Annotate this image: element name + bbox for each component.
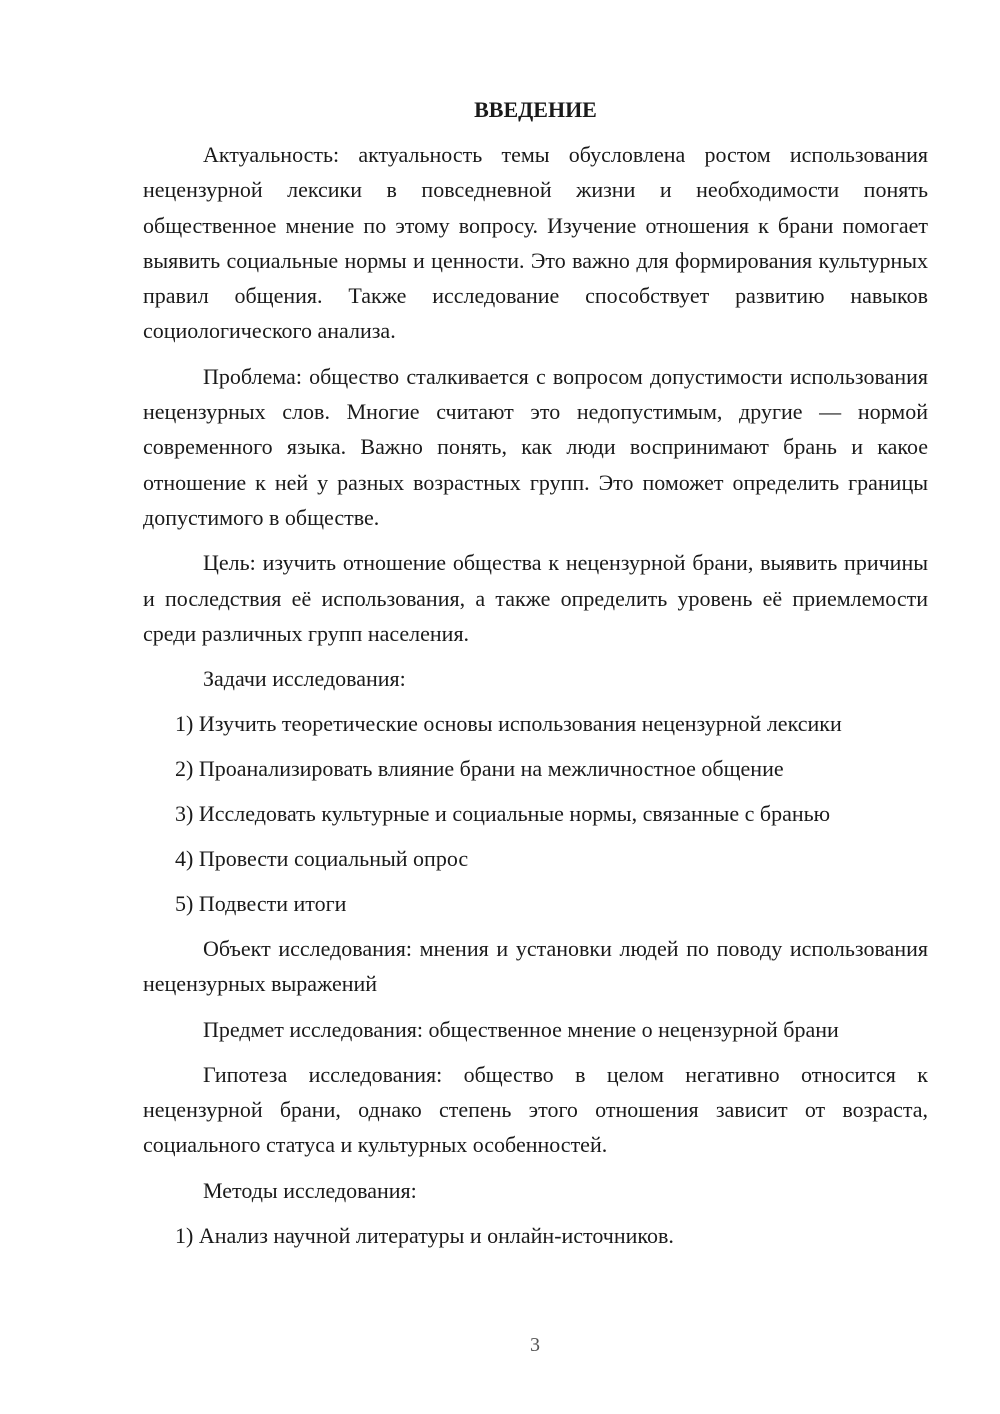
tasks-list [143,706,928,921]
tasks-heading: Задачи исследования: [203,666,406,692]
methods-heading: Методы исследования: [203,1177,417,1203]
relevance-paragraph: Актуальность: актуальность темы обусловлена ростом использования нецензурной лексики в повседневной жизни и необходимости понять общественное мнение по этому вопросу. Изучение отношения к брани помогает выявить социальные нормы и ценности. Это важно для формирования культурных правил общения. Также исследование способствует развитию навыков социологического анализа. [143,142,928,344]
goal-paragraph: Цель: изучить отношение общества к нецензурной брани, выявить причины и последствия её использования, а также определить уровень её приемлемости среди различных групп населения. [143,550,928,646]
subject-paragraph: Предмет исследования: общественное мнение о нецензурной брани [203,1016,839,1042]
task-item: 3) Исследовать культурные и социальные нормы, связанные с бранью [175,801,831,827]
page-number: 3 [530,1334,540,1356]
object-paragraph: Объект исследования: мнения и установки людей по поводу использования нецензурных выражений [143,935,928,997]
methods-list [143,1218,928,1253]
section-title: ВВЕДЕНИЕ [474,97,597,122]
hypothesis-paragraph: Гипотеза исследования: общество в целом негативно относится к нецензурной брани, однако степень этого отношения зависит от возраста, социального статуса и культурных особенностей. [143,1061,928,1158]
method-item: 1) Анализ научной литературы и онлайн-источников. [175,1222,674,1248]
problem-paragraph: Проблема: общество сталкивается с вопросом допустимости использования нецензурных слов. Многие считают это недопустимым, другие — нормой современного языка. Важно понять, как люди воспринимают брань и какое отношение к ней у разных возрастных групп. Это поможет определить границы допустимого в обществе. [143,363,928,530]
task-item: 1) Изучить теоретические основы использования нецензурной лексики [175,711,842,737]
task-item: 4) Провести социальный опрос [175,846,469,872]
task-item: 5) Подвести итоги [175,891,347,917]
task-item: 2) Проанализировать влияние брани на межличностное общение [175,756,784,782]
document-page [143,95,928,1263]
